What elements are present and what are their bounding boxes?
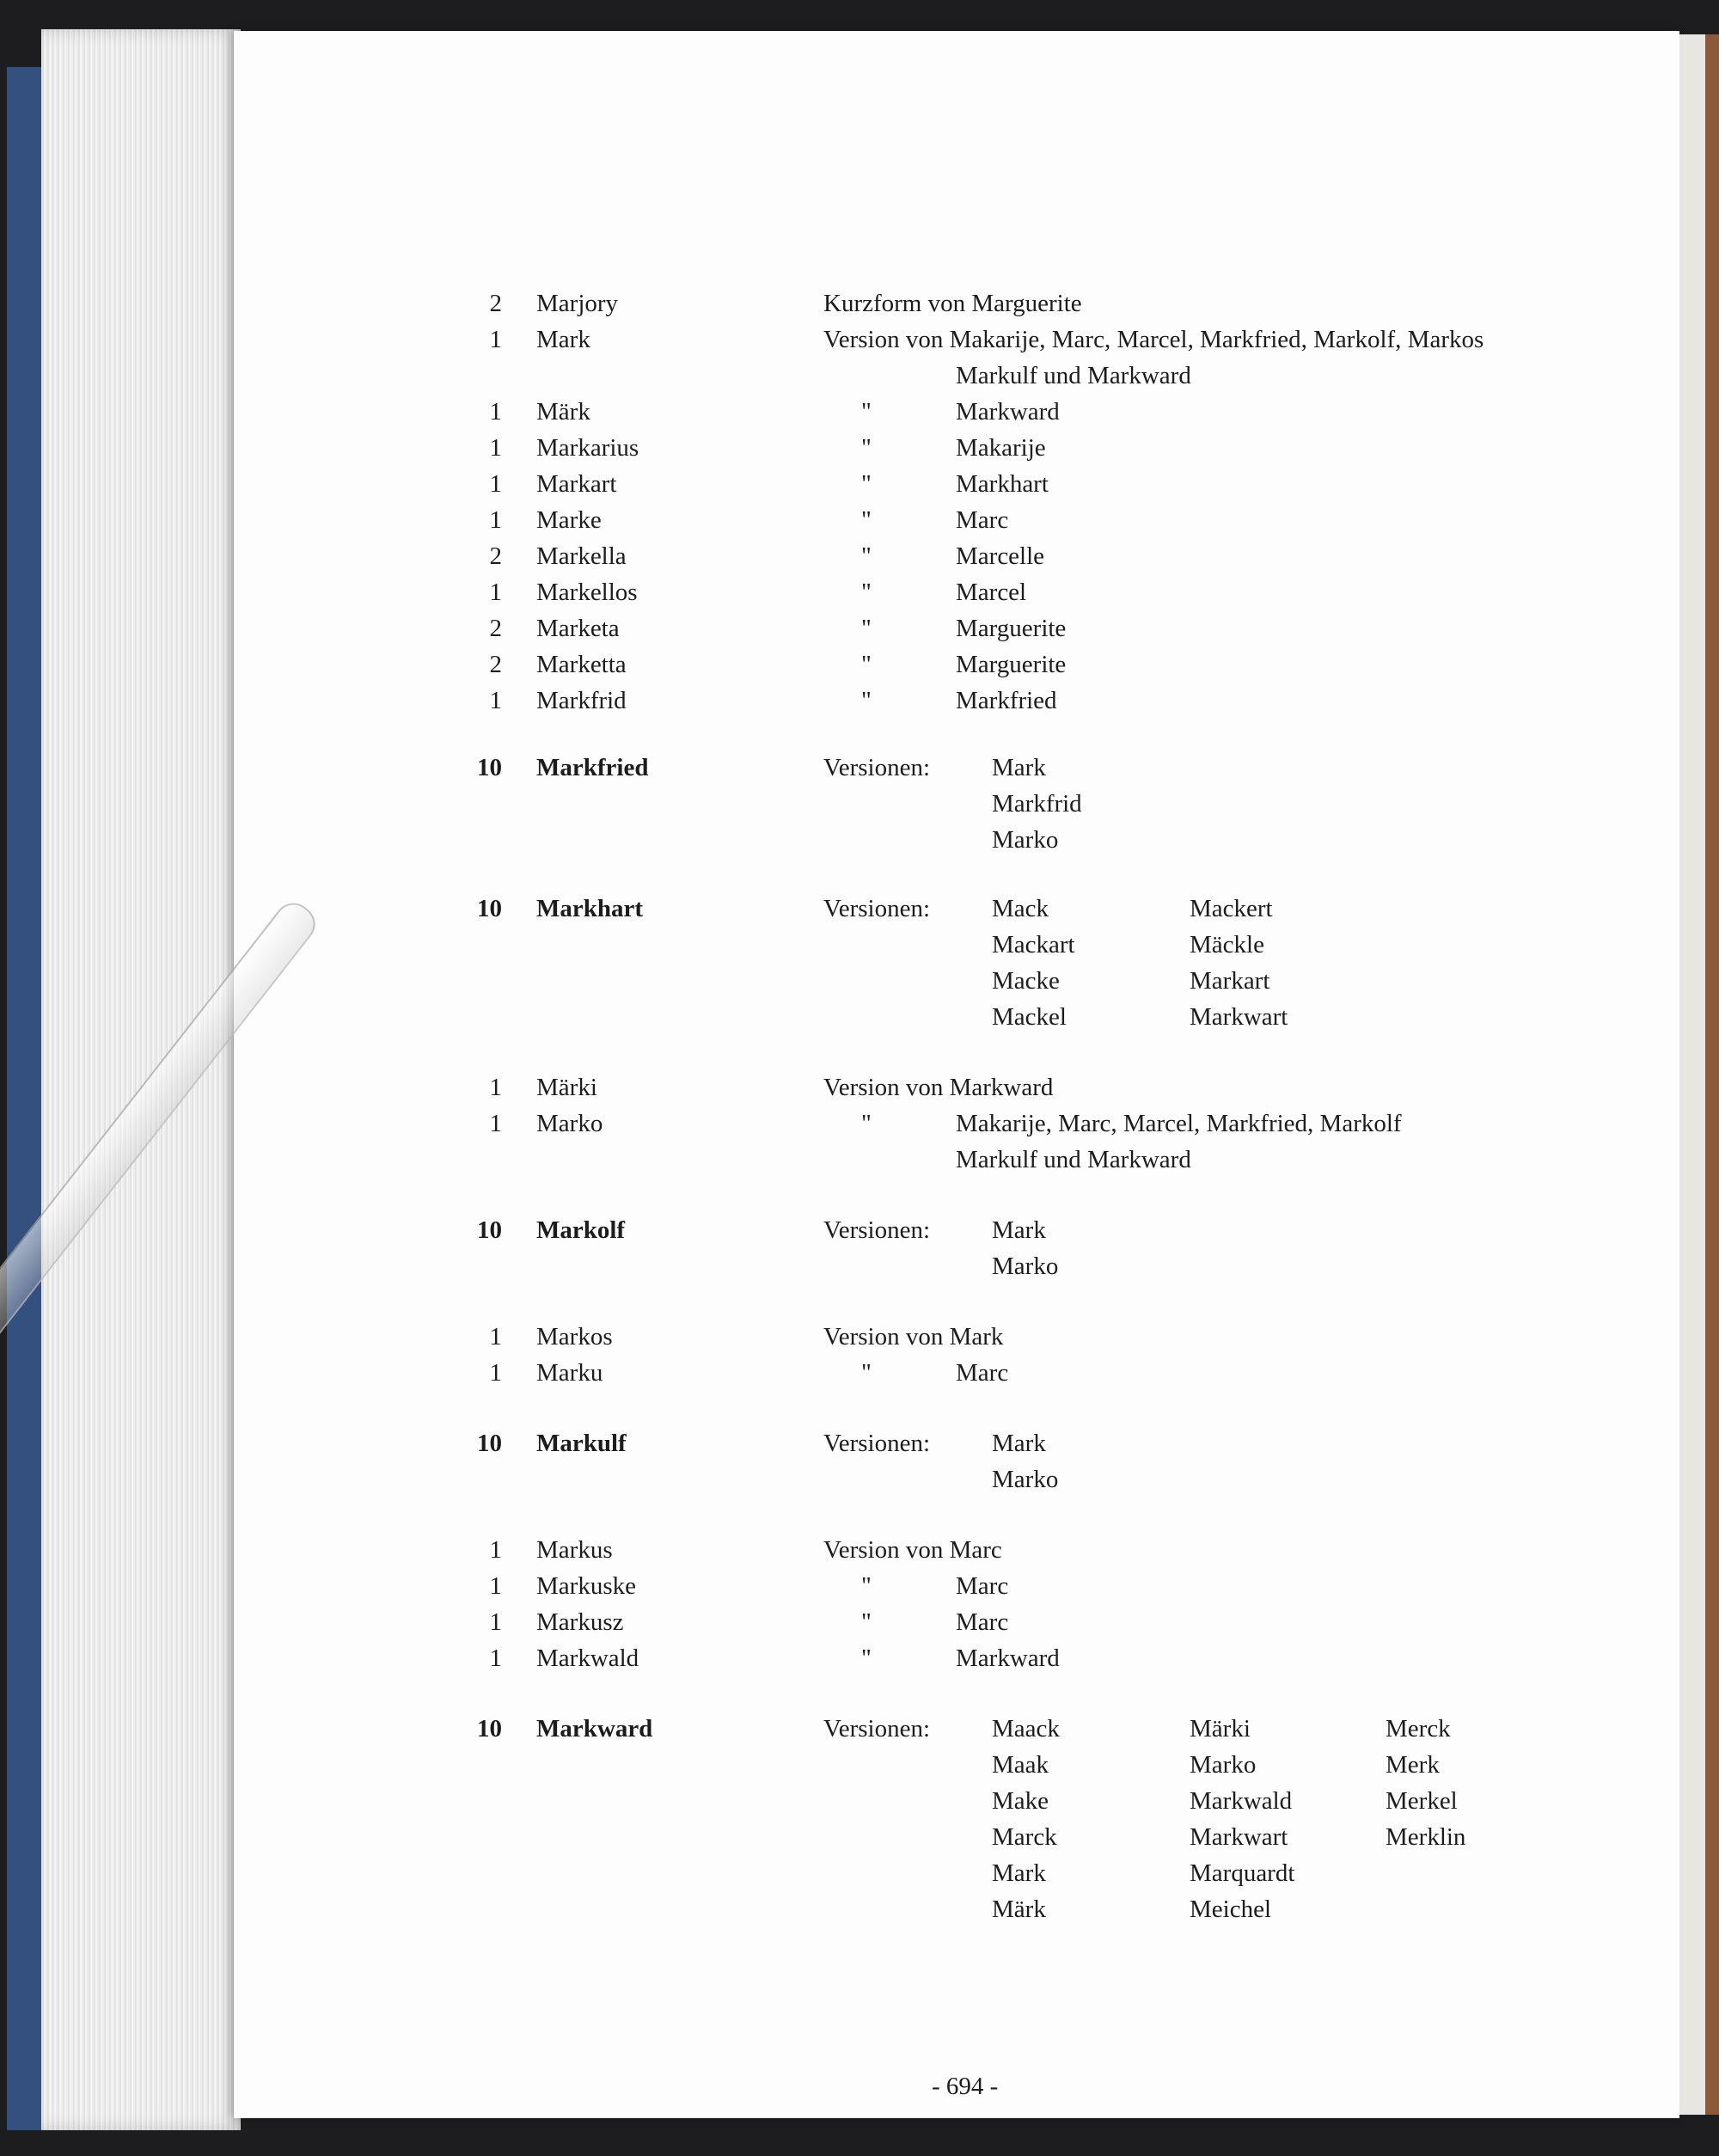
version-item: Make [992, 1787, 1049, 1815]
version-item: Maak [992, 1751, 1049, 1779]
version-item: Markwald [1190, 1787, 1293, 1815]
group-label: Versionen: [823, 895, 931, 922]
version-item: Meichel [1190, 1896, 1272, 1923]
entry-name: Marku [536, 1359, 603, 1387]
version-item: Mark [992, 1216, 1046, 1244]
entry-desc: Version von Marc [823, 1536, 1002, 1564]
version-item: Marko [992, 1466, 1059, 1493]
version-item: Merkel [1386, 1787, 1458, 1815]
group-count: 10 [477, 1715, 502, 1743]
entry-count: 1 [489, 1645, 502, 1672]
entry-target: Markhart [956, 470, 1049, 498]
ditto-mark: " [861, 1572, 872, 1600]
ditto-mark: " [861, 542, 872, 570]
entry-desc: Version von Markward [823, 1074, 1054, 1101]
ditto-mark: " [861, 398, 872, 426]
ditto-mark: " [861, 579, 872, 606]
entry-name: Marketta [536, 651, 627, 678]
version-item: Markfrid [992, 790, 1082, 818]
entry-name: Markella [536, 542, 627, 570]
group-count: 10 [477, 1216, 502, 1244]
ditto-mark: " [861, 615, 872, 642]
entry-name: Märki [536, 1074, 597, 1101]
version-item: Marko [992, 826, 1059, 854]
entry-count: 2 [489, 651, 502, 678]
entry-name: Markart [536, 470, 617, 498]
entry-name: Markwald [536, 1645, 639, 1672]
version-item: Merk [1386, 1751, 1440, 1779]
group-label: Versionen: [823, 1715, 931, 1743]
entry-count: 1 [489, 506, 502, 534]
version-item: Merck [1386, 1715, 1451, 1743]
version-item: Mark [992, 754, 1046, 781]
entry-target: Marguerite [956, 651, 1067, 678]
group-count: 10 [477, 754, 502, 781]
entry-name: Markarius [536, 434, 639, 462]
entry-count: 1 [489, 1359, 502, 1387]
entry-target: Markward [956, 1645, 1060, 1672]
book-spine [7, 67, 45, 2130]
entry-desc-cont: Markulf und Markward [956, 362, 1191, 389]
version-item: Marquardt [1190, 1859, 1295, 1887]
entry-count: 1 [489, 1323, 502, 1351]
ditto-mark: " [861, 506, 872, 534]
page-edges [41, 29, 241, 2130]
entry-count: 1 [489, 326, 502, 353]
version-item: Merklin [1386, 1823, 1466, 1851]
group-label: Versionen: [823, 754, 931, 781]
ditto-mark: " [861, 651, 872, 678]
entry-count: 1 [489, 1536, 502, 1564]
entry-count: 2 [489, 542, 502, 570]
entry-name: Markusz [536, 1608, 624, 1636]
group-name: Markward [536, 1715, 653, 1743]
ditto-mark: " [861, 470, 872, 498]
entry-desc: Version von Mark [823, 1323, 1004, 1351]
version-item: Mack [992, 895, 1049, 922]
entry-count: 1 [489, 1074, 502, 1101]
entry-desc: Version von Makarije, Marc, Marcel, Markfried, Markolf, Markos [823, 326, 1484, 353]
entry-name: Markus [536, 1536, 613, 1564]
version-item: Mackert [1190, 895, 1273, 922]
entry-count: 1 [489, 470, 502, 498]
version-item: Macke [992, 967, 1060, 995]
entry-target: Marcelle [956, 542, 1045, 570]
book-page [234, 31, 1679, 2118]
group-name: Markolf [536, 1216, 626, 1244]
entry-count: 1 [489, 579, 502, 606]
version-item: Mackart [992, 931, 1075, 959]
version-item: Märki [1190, 1715, 1251, 1743]
entry-target: Makarije, Marc, Marcel, Markfried, Markolf [956, 1110, 1402, 1137]
entry-target: Marc [956, 1359, 1009, 1387]
entry-name: Marjory [536, 290, 619, 317]
version-item: Marko [1190, 1751, 1257, 1779]
entry-target: Markward [956, 398, 1060, 426]
entry-name: Mark [536, 326, 590, 353]
entry-name: Markuske [536, 1572, 636, 1600]
version-item: Marko [992, 1253, 1059, 1280]
page-edge-right [1679, 34, 1705, 2115]
version-item: Mark [992, 1859, 1046, 1887]
entry-name: Marke [536, 506, 602, 534]
group-name: Markfried [536, 754, 649, 781]
entry-name: Markellos [536, 579, 638, 606]
group-count: 10 [477, 895, 502, 922]
entry-desc: Kurzform von Marguerite [823, 290, 1082, 317]
book-cover-edge [1705, 34, 1719, 2115]
group-name: Markhart [536, 895, 644, 922]
entry-name: Markfrid [536, 687, 627, 714]
entry-target: Marc [956, 1608, 1009, 1636]
version-item: Markwart [1190, 1823, 1288, 1851]
version-item: Mark [992, 1430, 1046, 1457]
entry-target: Marc [956, 506, 1009, 534]
entry-name: Marketa [536, 615, 620, 642]
group-label: Versionen: [823, 1430, 931, 1457]
version-item: Markwart [1190, 1003, 1288, 1031]
group-label: Versionen: [823, 1216, 931, 1244]
version-item: Märk [992, 1896, 1046, 1923]
entry-count: 1 [489, 434, 502, 462]
entry-count: 2 [489, 615, 502, 642]
entry-target: Makarije [956, 434, 1046, 462]
entry-name: Märk [536, 398, 590, 426]
version-item: Mackel [992, 1003, 1067, 1031]
version-item: Markart [1190, 967, 1270, 995]
ditto-mark: " [861, 1608, 872, 1636]
page-number: - 694 - [932, 2073, 999, 2100]
entry-count: 1 [489, 1110, 502, 1137]
entry-target: Markfried [956, 687, 1057, 714]
entry-name: Markos [536, 1323, 613, 1351]
entry-count: 1 [489, 398, 502, 426]
entry-target: Marcel [956, 579, 1027, 606]
group-name: Markulf [536, 1430, 627, 1457]
ditto-mark: " [861, 1359, 872, 1387]
ditto-mark: " [861, 1645, 872, 1672]
version-item: Mäckle [1190, 931, 1264, 959]
entry-target: Marguerite [956, 615, 1067, 642]
ditto-mark: " [861, 434, 872, 462]
entry-count: 1 [489, 1572, 502, 1600]
entry-target-cont: Markulf und Markward [956, 1146, 1191, 1173]
ditto-mark: " [861, 687, 872, 714]
entry-count: 1 [489, 1608, 502, 1636]
ditto-mark: " [861, 1110, 872, 1137]
entry-target: Marc [956, 1572, 1009, 1600]
group-count: 10 [477, 1430, 502, 1457]
entry-count: 2 [489, 290, 502, 317]
entry-count: 1 [489, 687, 502, 714]
version-item: Marck [992, 1823, 1057, 1851]
version-item: Maack [992, 1715, 1060, 1743]
entry-name: Marko [536, 1110, 603, 1137]
